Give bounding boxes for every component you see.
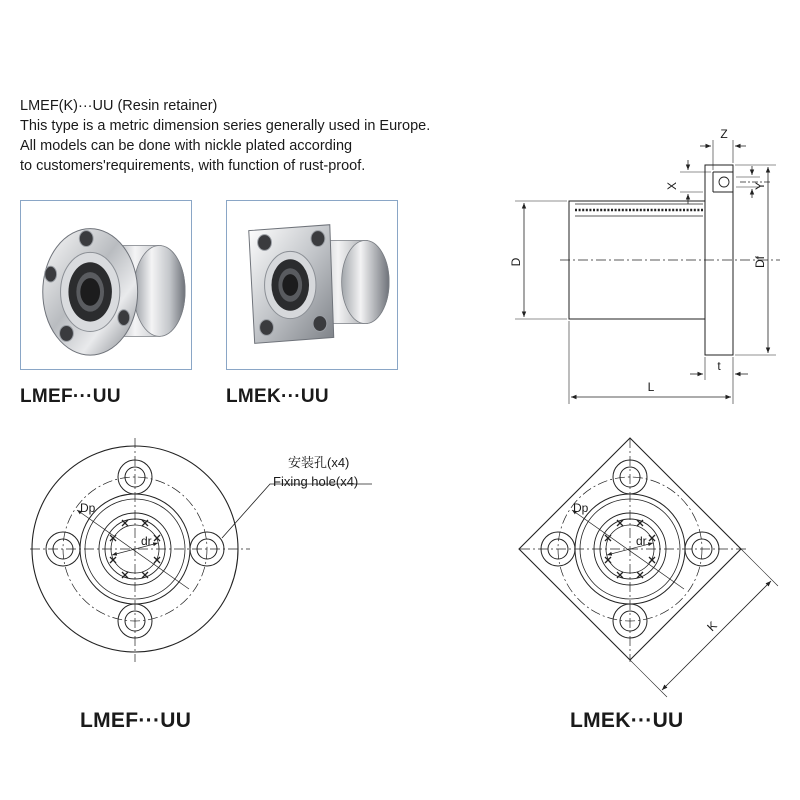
round-view-label: LMEF···UU: [80, 709, 192, 732]
square-dr-label: dr: [636, 534, 647, 548]
dim-x-label: X: [665, 181, 679, 191]
dim-y-label: Y: [753, 181, 767, 191]
fixing-hole-cn-label: 安装孔(x4): [288, 455, 350, 470]
intro-line: to customers'requirements, with function of rust-proof.: [20, 158, 366, 174]
photo-round-label: LMEF···UU: [20, 386, 121, 407]
round-dp-label: Dp: [80, 501, 96, 515]
square-dp-label: Dp: [573, 501, 589, 515]
dim-k-label: K: [704, 618, 720, 635]
square-view-label: LMEK···UU: [570, 709, 684, 732]
intro-line: This type is a metric dimension series generally used in Europe.: [20, 118, 431, 134]
photo-square-label: LMEK···UU: [226, 386, 329, 407]
round-dr-label: dr: [141, 534, 152, 548]
dim-d-label: D: [509, 257, 523, 267]
intro-line: All models can be done with nickle plated according: [20, 138, 353, 154]
round-flange-front-view: [30, 438, 372, 662]
intro-title: LMEF(K)···UU (Resin retainer): [20, 98, 218, 114]
square-flange-front-view: [519, 438, 778, 697]
fixing-hole-en-label: Fixing hole(x4): [273, 474, 359, 489]
dim-df-label: Df: [753, 256, 767, 268]
dim-z-label: Z: [720, 127, 728, 141]
side-view: [515, 140, 780, 404]
dim-t-label: t: [717, 359, 721, 373]
dim-l-label: L: [647, 380, 655, 394]
